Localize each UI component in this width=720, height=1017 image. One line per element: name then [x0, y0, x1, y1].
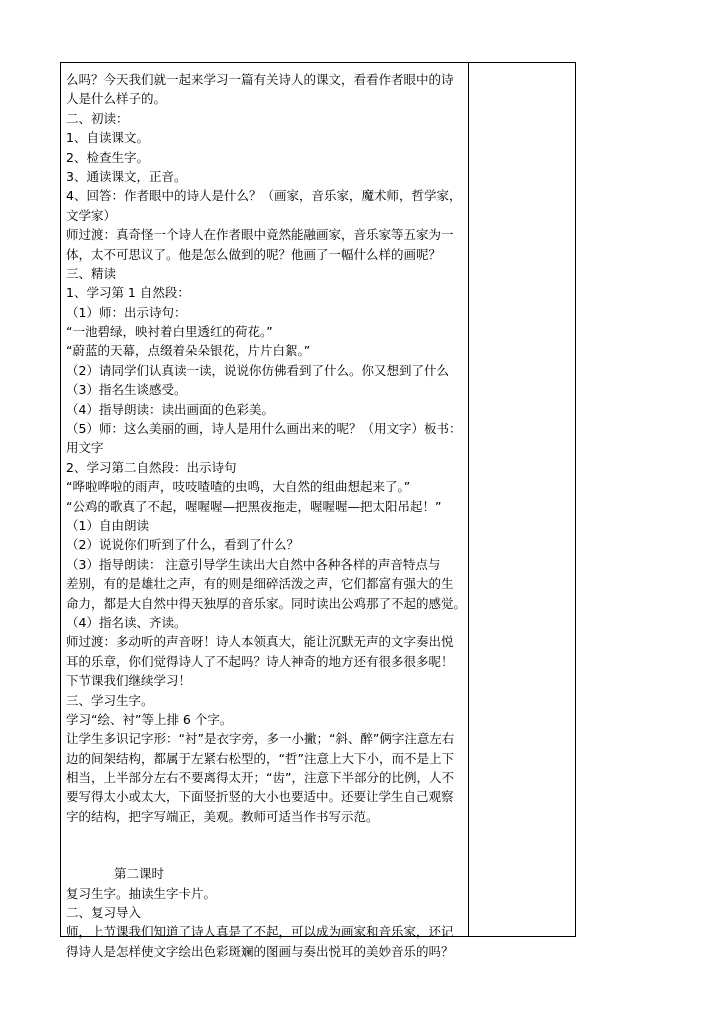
text-line: 师，上节课我们知道了诗人真是了不起，可以成为画家和音乐家，还记: [66, 924, 454, 940]
text-line: 1、自读课文。: [66, 130, 149, 146]
text-line: 三、学习生字。: [66, 692, 154, 708]
lesson-part-1: [66, 70, 466, 826]
text-line: “公鸡的歌真了不起，喔喔喔—把黑夜拖走，喔喔喔—把太阳吊起！”: [66, 498, 442, 514]
text-line: 二、初读：: [66, 110, 129, 126]
section-title: 第二课时: [114, 866, 165, 882]
text-line: 字的结构，把字写端正，美观。教师可适当作书写示范。: [66, 808, 379, 824]
text-line: 二、复习导入: [66, 905, 142, 921]
text-line: 三、精读: [66, 265, 117, 281]
text-line: 学习“绘、衬”等上排 6 个字。: [66, 711, 233, 727]
text-line: 师过渡：真奇怪一个诗人在作者眼中竟然能融画家，音乐家等五家为一: [66, 227, 454, 243]
text-line: “蔚蓝的天幕，点缀着朵朵银花，片片白絮。”: [66, 343, 311, 359]
text-line: 要写得太小或太大，下面竖折竖的大小也要适中。还要让学生自己观察: [66, 789, 454, 805]
text-line: “哗啦哗啦的雨声，吱吱喳喳的虫鸣，大自然的组曲想起来了。”: [66, 479, 411, 495]
text-line: 用文字: [66, 440, 104, 456]
text-line: 4、回答：作者眼中的诗人是什么？（画家，音乐家，魔术师，哲学家，: [66, 188, 462, 204]
text-line: 2、检查生字。: [66, 149, 149, 165]
lesson-plan-table: [60, 62, 576, 959]
text-line: 耳的乐章，你们觉得诗人了不起吗？诗人神奇的地方还有很多很多呢！: [66, 653, 454, 669]
text-line: 下节课我们继续学习！: [66, 673, 192, 689]
text-line: 1、学习第 1 自然段：: [66, 285, 190, 301]
lesson-content-cell: [66, 70, 466, 961]
text-line: 3、通读课文，正音。: [66, 168, 187, 184]
lesson-part-2: [66, 884, 466, 962]
text-line: （2）请同学们认真读一读，说说你仿佛看到了什么。你又想到了什么: [66, 362, 449, 378]
text-line: 边的间架结构，都属于左紧右松型的，“哲”注意上大下小，而不是上下: [66, 750, 454, 766]
text-line: （2）说说你们听到了什么，看到了什么？: [66, 537, 299, 553]
text-line: 让学生多识记字形：“衬”是衣字旁，多一小撇；“斜、醉”俩字注意左右: [66, 731, 455, 747]
text-line: 师过渡：多动听的声音呀！诗人本领真大，能让沉默无声的文字奏出悦: [66, 634, 454, 650]
text-line: 么吗？今天我们就一起来学习一篇有关诗人的课文，看看作者眼中的诗: [66, 72, 454, 87]
text-line: （4）指导朗读：读出画面的色彩美。: [66, 401, 274, 417]
text-line: （1）师：出示诗句：: [66, 304, 187, 320]
notes-cell: [469, 63, 575, 936]
text-line: 2、学习第二自然段：出示诗句: [66, 459, 237, 475]
text-line: （3）指导朗读： 注意引导学生读出大自然中各种各样的声音特点与: [66, 556, 441, 572]
text-line: “一池碧绿，映衬着白里透红的荷花。”: [66, 324, 273, 340]
text-line: （4）指名读、齐读。: [66, 614, 187, 630]
text-line: 体，太不可思议了。他是怎么做到的呢？他画了一幅什么样的画呢？: [66, 246, 442, 262]
text-line: 命力，都是大自然中得天独厚的音乐家。同时读出公鸡那了不起的感觉。: [66, 595, 466, 611]
text-line: 复习生字。抽读生字卡片。: [66, 885, 217, 901]
text-line: 文学家）: [66, 207, 117, 223]
text-line: 差别，有的是雄壮之声，有的则是细碎活泼之声，它们都富有强大的生: [66, 576, 454, 592]
text-line: （1）自由朗读: [66, 517, 149, 533]
text-line: 得诗人是怎样使文字绘出色彩斑斓的图画与奏出悦耳的美妙音乐的吗？: [66, 943, 454, 959]
text-line: （5）师：这么美丽的画，诗人是用什么画出来的呢？（用文字）板书：: [66, 421, 462, 437]
blank-space: [66, 826, 466, 864]
text-line: 相当，上半部分左右不要离得太开；“齿”，注意下半部分的比例，人不: [66, 770, 454, 786]
text-line: 人是什么样子的。: [66, 91, 167, 107]
text-line: （3）指名生谈感受。: [66, 382, 187, 398]
